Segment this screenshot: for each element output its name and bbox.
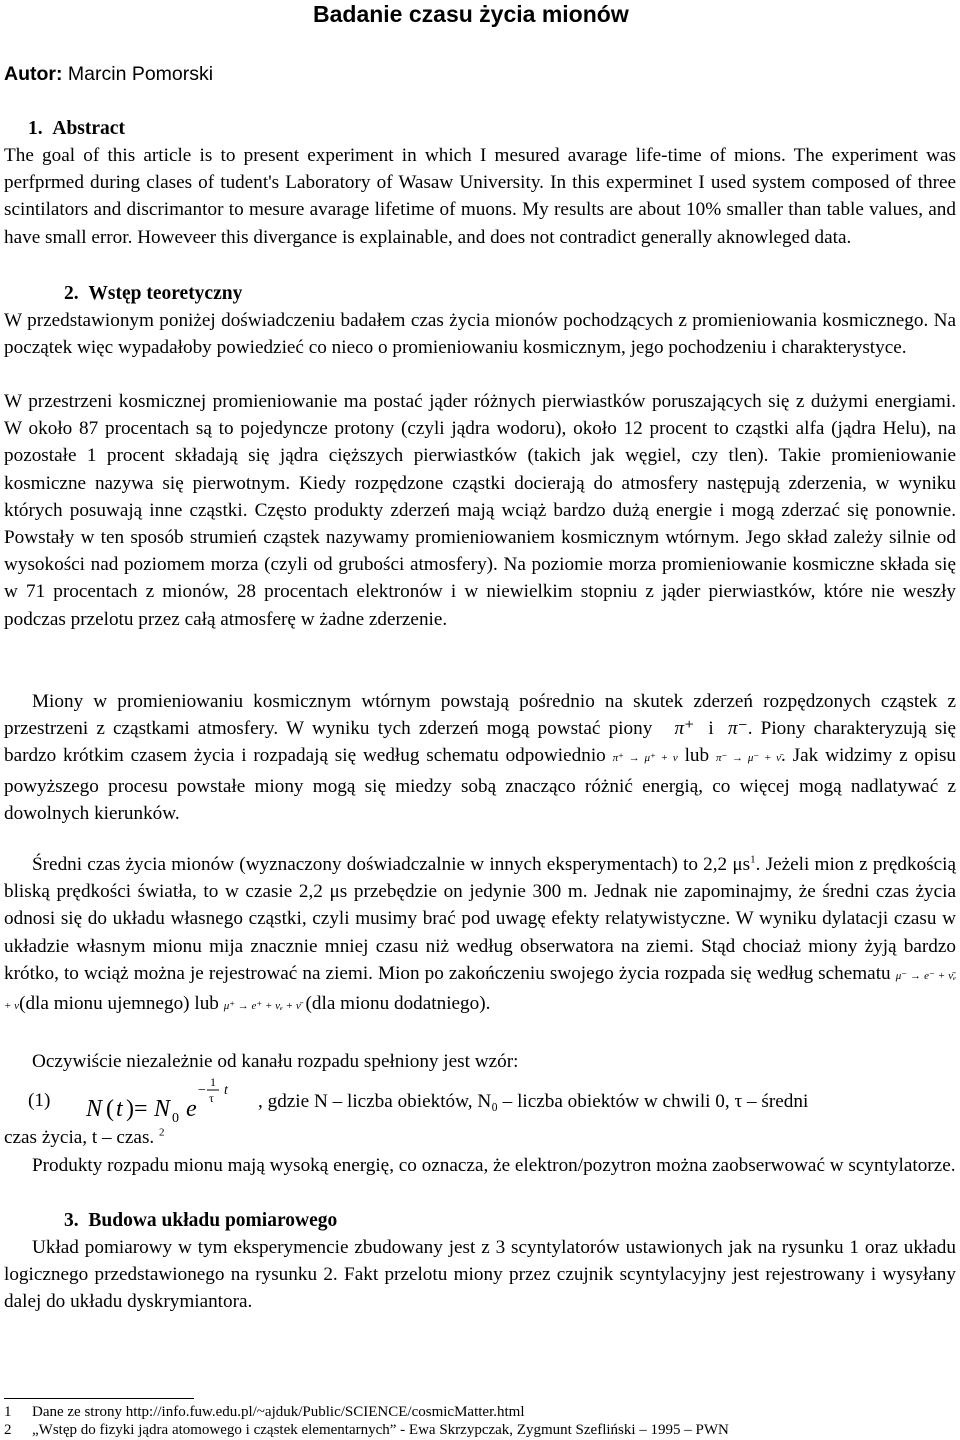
paragraph-text: Średni czas życia mionów (wyznaczony doświadczalnie w innych eksperymentach) to 2,2 μs (32, 854, 751, 875)
pion-minus-decay-formula: π⁻ → μ⁻ + ν̄ (715, 752, 782, 765)
author-name: Marcin Pomorski (67, 63, 214, 85)
footnote-1 (4, 1403, 525, 1421)
section3-heading: 3. Budowa układu pomiarowego (64, 1210, 338, 1231)
section2-paragraph-3 (4, 688, 956, 827)
paragraph-text: i (708, 718, 714, 740)
paragraph-text: lub (684, 745, 710, 767)
footnote-text: Dane ze strony http://info.fuw.edu.pl/~ajduk/Public/SCIENCE/cosmicMatter.html (32, 1404, 525, 1420)
footnote-separator (4, 1398, 194, 1399)
muon-plus-decay-formula: μ⁺ → e⁺ + νₑ + ν̄ (223, 1000, 301, 1013)
paragraph-text: W przestrzeni kosmicznej promieniowanie ma postać jąder różnych pierwiastków poruszających się z dużymi energiami. W około 87 procentach są to pojedyncze protony (czyli jądra wodoru), około 12 procent to cząstki alfa (jądra Helu), na pozostałe 1 procent składają się jądra cięższych pierwiastków (takich jak węgiel, czy tlen). Takie promieniowanie kosmiczne nazywa się pierwotnym. Kiedy rozpędzone cząstki docierają do atmosfery następują zderzenia, w wyniku których posuwają inne cząstki. Często produkty zderzeń mają wciąż bardzo dużą energie i mogą zderzać się ponownie. Powstały w ten sposób strumień cząstek nazywamy promieniowaniem kosmicznym wtórnym. Jego skład zależy silnie od wysokości nad poziomem morza (czyli od grubości atmosfery). Na poziomie morza promieniowanie kosmiczne składa się w 71 procentach z mionów, 28 procentach elektronów i w niewielkim stopniu z jąder pierwiastków, które nie weszły podczas przelotu przez całą atmosferę w żadne zderzenie. (4, 391, 956, 630)
paragraph-text: czas życia, t – czas. (4, 1127, 155, 1148)
svg-text:(: ( (106, 1096, 114, 1122)
svg-text:t: t (116, 1096, 123, 1122)
abstract-text: The goal of this article is to present experiment in which I mesured avarage life-time of mions. The experiment was perfprmed during clases of tudent's Laboratory of Wasaw University. In this experminet I used system composed of three scintilators and discrimantor to mesure avarage lifetime of muons. My results are about 10% smaller than table values, and have small error. Howeveer this divergance is explainable, and does not contradict generally aknowleged data. (4, 145, 956, 248)
pion-plus-decay-formula: π⁺ → μ⁺ + ν (612, 752, 678, 765)
section2-paragraph-6 (4, 1152, 956, 1179)
footnote-ref-2: 2 (159, 1126, 165, 1139)
section2-paragraph-4 (4, 851, 956, 1020)
decay-law-formula (86, 1072, 256, 1128)
section3-text (4, 1234, 956, 1316)
footnote-2 (4, 1421, 729, 1439)
author-label: Autor: (4, 63, 63, 85)
formula-description-continued (4, 1124, 956, 1151)
svg-text:e: e (186, 1096, 197, 1122)
svg-text:N: N (86, 1096, 103, 1122)
svg-text:)=: )= (126, 1096, 148, 1122)
muon-minus-decay-formula: μ⁻ → e⁻ + ν̄ₑ + ν (4, 969, 956, 1013)
footnote-number: 1 (4, 1404, 12, 1420)
paragraph-text: . Piony charakteryzują się bardzo krótkim czasem życia i rozpadają się według schematu odpowiednio (4, 718, 957, 767)
section1-heading: 1. Abstract (28, 118, 125, 139)
svg-text:0: 0 (172, 1111, 179, 1126)
section2-paragraph-2 (4, 388, 956, 633)
paragraph-text: . Jak widzimy z opisu powyższego procesu powstałe miony mogą się miedzy sobą znacząco różnić energią, co więcej mogą nadlatywać z dowolnych kierunków. (4, 745, 957, 824)
paragraph-text: Układ pomiarowy w tym eksperymencie zbudowany jest z 3 scyntylatorów ustawionych jak na rysunku 1 oraz układu logicznego przedstawionego na rysunku 2. Fakt przelotu miony przez czujnik scyntylacyjny jest rejestrowany i wysyłany dalej do układu dyskrymiantora. (4, 1237, 956, 1313)
svg-text:−: − (198, 1083, 206, 1098)
author-line (4, 60, 213, 88)
footnote-text: „Wstęp do fizyki jądra atomowego i cząstek elementarnych” - Ewa Skrzypczak, Zygmunt Szefliński – 1995 – PWN (32, 1422, 729, 1438)
svg-text:t: t (224, 1083, 228, 1098)
pi-plus-symbol: π⁺ (674, 718, 695, 740)
paragraph-text: Produkty rozpadu mionu mają wysoką energię, co oznacza, że elektron/pozytron można zaobserwować w scyntylatorze. (32, 1155, 956, 1176)
svg-text:τ: τ (209, 1091, 214, 1105)
paragraph-text: W przedstawionym poniżej doświadczeniu badałem czas życia mionów pochodzących z promieniowania kosmicznego. Na początek więc wypadałoby powiedzieć co nieco o promieniowaniu kosmicznym, jego pochodzeniu i charakterystyce. (4, 310, 956, 359)
paragraph-text: Miony w promieniowaniu kosmicznym wtórnym powstają pośrednio na skutek zderzeń rozpędzonych cząstek z przestrzeni z cząstkami atmosfery. W wyniku tych zderzeń mogą powstać piony (4, 691, 956, 740)
formula-description: , gdzie N – liczba obiektów, N₀ – liczba obiektów w chwili 0, τ – średni (258, 1091, 809, 1112)
paragraph-text: (dla mionu dodatniego). (305, 993, 491, 1015)
footnote-number: 2 (4, 1422, 12, 1438)
equation-number: (1) (28, 1090, 51, 1111)
section2-heading: 2. Wstęp teoretyczny (64, 283, 243, 304)
paragraph-text: (dla mionu ujemnego) lub (19, 993, 219, 1015)
paragraph-text: . Jeżeli mion z prędkością bliską prędkości światła, to w czasie 2,2 μs przebędzie on jedynie 300 m. Jednak nie zapominajmy, że średni czas życia odnosi się do układu własnego cząstki, czyli musimy brać pod uwagę efekty relatywistyczne. W wyniku dylatacji czasu w układzie własnym mionu mija znacznie mniej czasu niż według obserwatora na ziemi. Stąd chociaż miony żyją bardzo krótko, to wciąż można je rejestrować na ziemi. Mion po zakończeniu swojego życia rozpada się według schematu (4, 854, 957, 984)
pi-minus-symbol: π⁻ (727, 718, 748, 740)
section2-paragraph-1 (4, 307, 956, 361)
footnote-ref-1: 1 (750, 853, 756, 866)
title-text: Badanie czasu życia mionów (313, 1, 629, 27)
svg-text:N: N (154, 1096, 171, 1122)
svg-text:1: 1 (210, 1075, 216, 1089)
paragraph-text: Oczywiście niezależnie od kanału rozpadu spełniony jest wzór: (32, 1051, 519, 1072)
